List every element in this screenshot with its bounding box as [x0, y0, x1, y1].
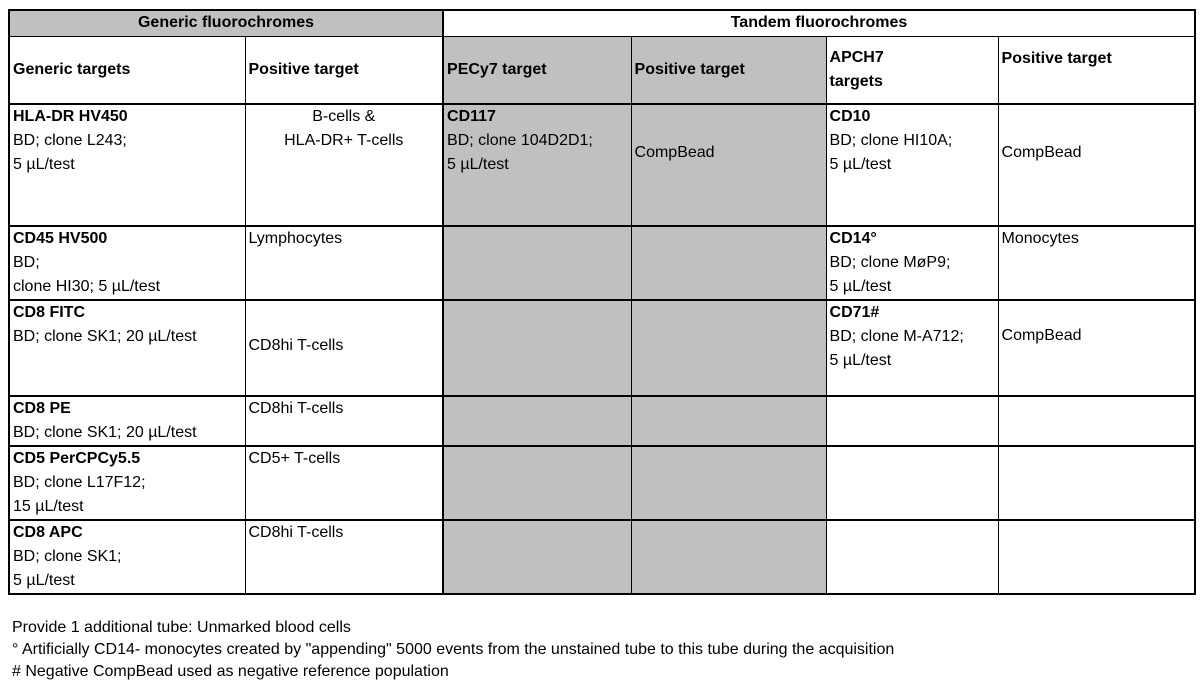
apch7-positive-cell: Monocytes [998, 226, 1195, 300]
header-apch7-line1: APCH7 [829, 48, 884, 66]
target-name: CD117 [447, 108, 496, 125]
apch7-target-cell [826, 446, 998, 520]
target-detail: BD; clone L17F12; [13, 474, 146, 491]
target-detail: 5 µL/test [447, 156, 509, 173]
target-name: CD71# [829, 304, 880, 321]
target-detail: BD; clone 104D2D1; [447, 132, 593, 149]
header-positive-target-3: Positive target [998, 36, 1195, 104]
pecy7-positive-cell [631, 520, 826, 594]
group-header-row [9, 10, 1195, 36]
generic-target-cell [9, 520, 245, 594]
positive-target-cell: CD5+ T-cells [245, 446, 443, 520]
target-detail: 5 µL/test [829, 156, 892, 173]
header-apch7-targets [826, 36, 998, 104]
target-name: CD45 HV500 [13, 230, 108, 247]
footnotes [12, 617, 894, 683]
target-detail: 5 µL/test [829, 352, 892, 369]
target-detail: 5 µL/test [13, 572, 75, 589]
target-detail: 15 µL/test [13, 498, 84, 515]
target-detail: BD; clone HI10A; [829, 132, 953, 149]
apch7-target-cell [826, 396, 998, 446]
apch7-target-cell [826, 226, 998, 300]
column-header-row [9, 36, 1195, 104]
pecy7-target-cell [443, 520, 631, 594]
target-name: CD14° [829, 230, 877, 247]
target-name: CD5 PerCPCy5.5 [13, 450, 141, 467]
generic-target-cell [9, 104, 245, 226]
target-detail: BD; [13, 254, 40, 271]
target-detail: BD; clone SK1; [13, 548, 122, 565]
positive-target-cell: CD8hi T-cells [245, 300, 443, 396]
header-positive-target-1: Positive target [245, 36, 443, 104]
apch7-target-cell [826, 300, 998, 396]
pecy7-target-cell [443, 300, 631, 396]
header-generic-targets: Generic targets [9, 36, 245, 104]
generic-target-cell [9, 446, 245, 520]
apch7-target-cell [826, 104, 998, 226]
table-row [9, 396, 1195, 446]
footnote-degree: ° Artificially CD14- monocytes created by "appending" 5000 events from the unstained tube to this tube during the acquisition [12, 641, 895, 658]
target-name: HLA-DR HV450 [13, 108, 128, 125]
positive-target-cell: CD8hi T-cells [245, 520, 443, 594]
target-detail: BD; clone M-A712; [829, 328, 964, 345]
table-row [9, 300, 1195, 396]
generic-target-cell [9, 396, 245, 446]
header-apch7-line2: targets [829, 72, 883, 90]
pecy7-positive-cell: CompBead [631, 104, 826, 226]
apch7-positive-cell [998, 446, 1195, 520]
positive-target-cell: Lymphocytes [245, 226, 443, 300]
footnote-extra-tube: Provide 1 additional tube: Unmarked blood cells [12, 619, 351, 636]
pecy7-target-cell [443, 226, 631, 300]
pecy7-positive-cell [631, 226, 826, 300]
target-detail: 5 µL/test [829, 278, 892, 295]
apch7-positive-cell [998, 396, 1195, 446]
table-row [9, 446, 1195, 520]
pecy7-target-cell [443, 396, 631, 446]
apch7-target-cell [826, 520, 998, 594]
positive-target-line: B-cells & [312, 108, 376, 125]
reagent-table [8, 9, 1196, 595]
pecy7-target-cell [443, 104, 631, 226]
table-row [9, 520, 1195, 594]
target-name: CD8 APC [13, 524, 83, 541]
target-detail: clone HI30; 5 µL/test [13, 278, 161, 295]
target-name: CD10 [829, 108, 871, 125]
apch7-positive-cell: CompBead [998, 300, 1195, 396]
target-name: CD8 FITC [13, 304, 85, 321]
target-detail: BD; clone SK1; 20 µL/test [13, 424, 197, 441]
pecy7-target-cell [443, 446, 631, 520]
pecy7-positive-cell [631, 396, 826, 446]
generic-target-cell [9, 300, 245, 396]
target-detail: BD; clone MøP9; [829, 254, 951, 271]
positive-target-line: HLA-DR+ T-cells [284, 132, 404, 149]
apch7-positive-cell: CompBead [998, 104, 1195, 226]
positive-target-cell: CD8hi T-cells [245, 396, 443, 446]
table-row [9, 226, 1195, 300]
pecy7-positive-cell [631, 446, 826, 520]
target-detail: BD; clone L243; [13, 132, 127, 149]
apch7-positive-cell [998, 520, 1195, 594]
positive-target-cell [245, 104, 443, 226]
header-pecy7-target: PECy7 target [443, 36, 631, 104]
generic-target-cell [9, 226, 245, 300]
table-row [9, 104, 1195, 226]
target-detail: BD; clone SK1; 20 µL/test [13, 328, 197, 345]
pecy7-positive-cell [631, 300, 826, 396]
target-name: CD8 PE [13, 400, 71, 417]
footnote-hash: # Negative CompBead used as negative reference population [12, 663, 449, 680]
target-detail: 5 µL/test [13, 156, 75, 173]
header-positive-target-2: Positive target [631, 36, 826, 104]
group-tandem-fluorochromes: Tandem fluorochromes [443, 10, 1195, 36]
group-generic-fluorochromes: Generic fluorochromes [9, 10, 443, 36]
